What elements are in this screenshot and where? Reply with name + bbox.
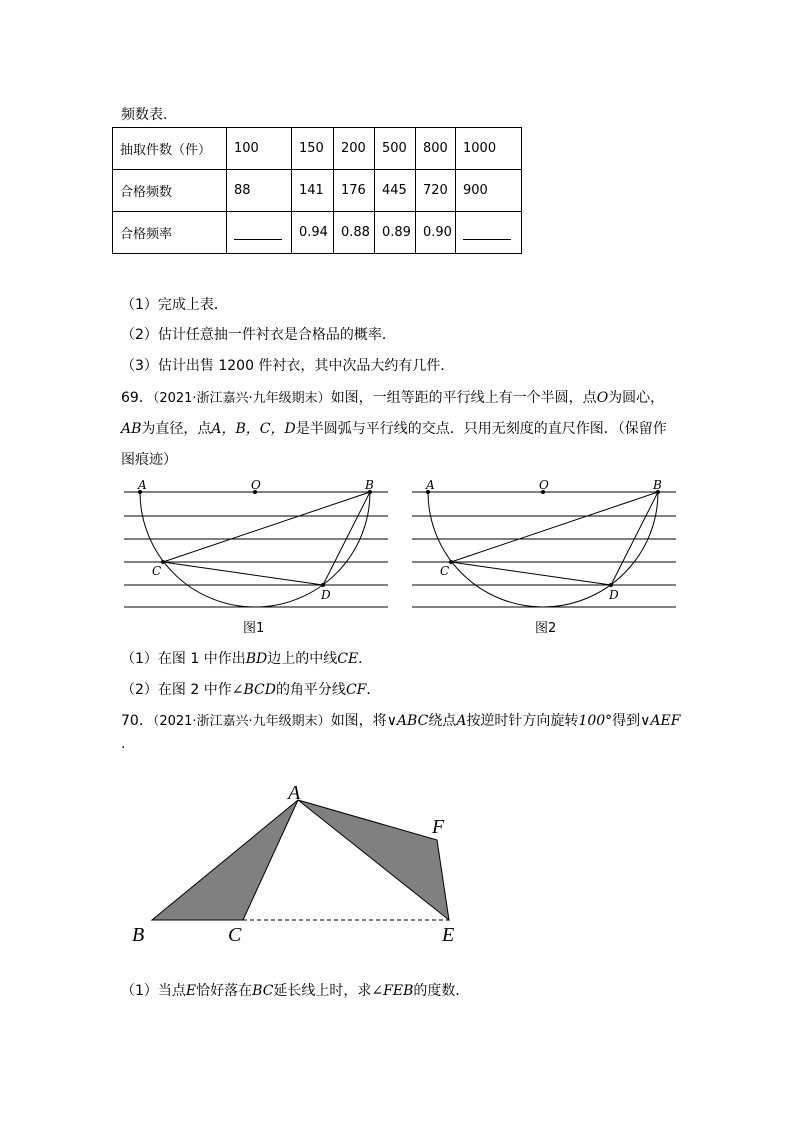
math-var: CE (337, 651, 359, 667)
question-source: （2021·浙江嘉兴·九年级期末） (152, 714, 331, 729)
point-c (161, 560, 165, 564)
q70-text: 得到 (612, 713, 641, 729)
triangle-abc (152, 800, 298, 920)
label-b: B (132, 924, 145, 946)
label-o: O (539, 478, 549, 492)
table-cell: 500 (375, 128, 416, 170)
table-cell: 900 (456, 170, 522, 212)
table-cell: 800 (416, 128, 456, 170)
math-var: ∨AEF (640, 713, 681, 729)
math-var: BD (245, 651, 268, 667)
label-c: C (228, 924, 242, 946)
figure-1-caption: 图1 (243, 621, 265, 636)
table-cell: 88 (227, 170, 292, 212)
label-a: A (138, 478, 147, 492)
segment-cd (163, 562, 323, 585)
segment-cb (163, 492, 370, 562)
q69-text: 为直径，点 (141, 421, 212, 437)
label-o: O (251, 478, 261, 492)
label-a: A (426, 478, 435, 492)
math-var: BC (252, 983, 274, 999)
math-var: A (456, 713, 467, 729)
question-number: 69． (121, 390, 153, 406)
table-cell: 0.88 (334, 212, 375, 254)
question-source: （2021·浙江嘉兴·九年级期末） (152, 391, 331, 406)
label-e: E (442, 924, 455, 946)
segment-cd (451, 562, 611, 585)
q68-sub1: （1）完成上表． (121, 297, 228, 313)
q69-sub2-text: （2）在图 2 中作 (121, 682, 232, 698)
figure-2 (412, 478, 676, 636)
question-number: 70． (121, 713, 153, 729)
q69-sub2-text: ． (366, 682, 381, 698)
table-cell: 1000 (456, 128, 522, 170)
math-var: E (185, 983, 197, 999)
q69-sub1 (121, 648, 372, 668)
figure-1 (124, 478, 388, 636)
q69-sub1-text: ． (358, 651, 373, 667)
q69-text: 是半圆弧与平行线的交点．只用无刻度的直尺作图．（保留作 (295, 421, 667, 437)
point-d (321, 583, 325, 587)
math-var: CF (345, 682, 367, 698)
label-d: D (609, 588, 619, 602)
q69-sub2-text: 的角平分线 (275, 682, 346, 698)
q69-line3: 图痕迹） (121, 452, 177, 468)
label-b: B (365, 478, 374, 492)
table-cell: 100 (227, 128, 292, 170)
q68-sub2: （2）估计任意抽一件衬衣是合格品的概率． (121, 327, 396, 343)
q70-line1 (121, 710, 680, 730)
q70-dot: . (121, 736, 126, 752)
table-cell: 0.94 (292, 212, 334, 254)
intro-text: 频数表． (121, 107, 177, 123)
q70-sub1-text: 延长线上时，求 (273, 983, 372, 999)
table-cell: 200 (334, 128, 375, 170)
label-a: A (288, 782, 301, 804)
rotation-figure (132, 782, 454, 946)
table-cell: 0.90 (416, 212, 456, 254)
math-var: AB (121, 421, 142, 437)
point-d (609, 583, 613, 587)
segment-cb (451, 492, 658, 562)
q70-sub1-text: 的度数． (413, 983, 470, 999)
q69-text: 为圆心， (608, 390, 665, 406)
math-var: A，B，C，D (211, 421, 296, 437)
triangle-aef (298, 800, 449, 920)
table-cell: 720 (416, 170, 456, 212)
q69-text: 如图，一组等距的平行线上有一个半圆，点 (330, 390, 597, 406)
math-var: ∠FEB (371, 983, 414, 999)
semicircle-arc (140, 492, 370, 607)
math-var: ∨ABC (386, 713, 429, 729)
q70-sub1 (121, 980, 469, 1000)
q69-sub1-text: （1）在图 1 中作出 (121, 651, 246, 667)
table-cell: 445 (375, 170, 416, 212)
label-d: D (321, 588, 331, 602)
table-cell: 150 (292, 128, 334, 170)
q70-sub1-text: 恰好落在 (196, 983, 253, 999)
table-cell: 141 (292, 170, 334, 212)
q70-sub1-text: （1）当点 (121, 983, 186, 999)
math-var: 100° (578, 713, 613, 729)
point-c (449, 560, 453, 564)
label-f: F (432, 816, 445, 838)
row-header: 合格频数 (113, 170, 227, 212)
q69-sub2 (121, 679, 380, 699)
label-c: C (152, 564, 162, 578)
semicircle-arc (428, 492, 658, 607)
table-cell: 0.89 (375, 212, 416, 254)
row-header: 抽取件数（件） (113, 128, 227, 170)
table-cell: 176 (334, 170, 375, 212)
q70-text: 如图，将 (330, 713, 387, 729)
math-var: ∠BCD (231, 682, 276, 698)
q70-text: 绕点 (428, 713, 457, 729)
label-c: C (440, 564, 450, 578)
label-b: B (653, 478, 662, 492)
figure-2-caption: 图2 (535, 621, 557, 636)
q69-sub1-text: 边上的中线 (267, 651, 338, 667)
row-header: 合格频率 (113, 212, 227, 254)
q70-text: 按逆时针方向旋转 (466, 713, 579, 729)
math-var: O (596, 390, 609, 406)
q68-sub3: （3）估计出售 1200 件衬衣，其中次品大约有几件． (121, 358, 455, 374)
